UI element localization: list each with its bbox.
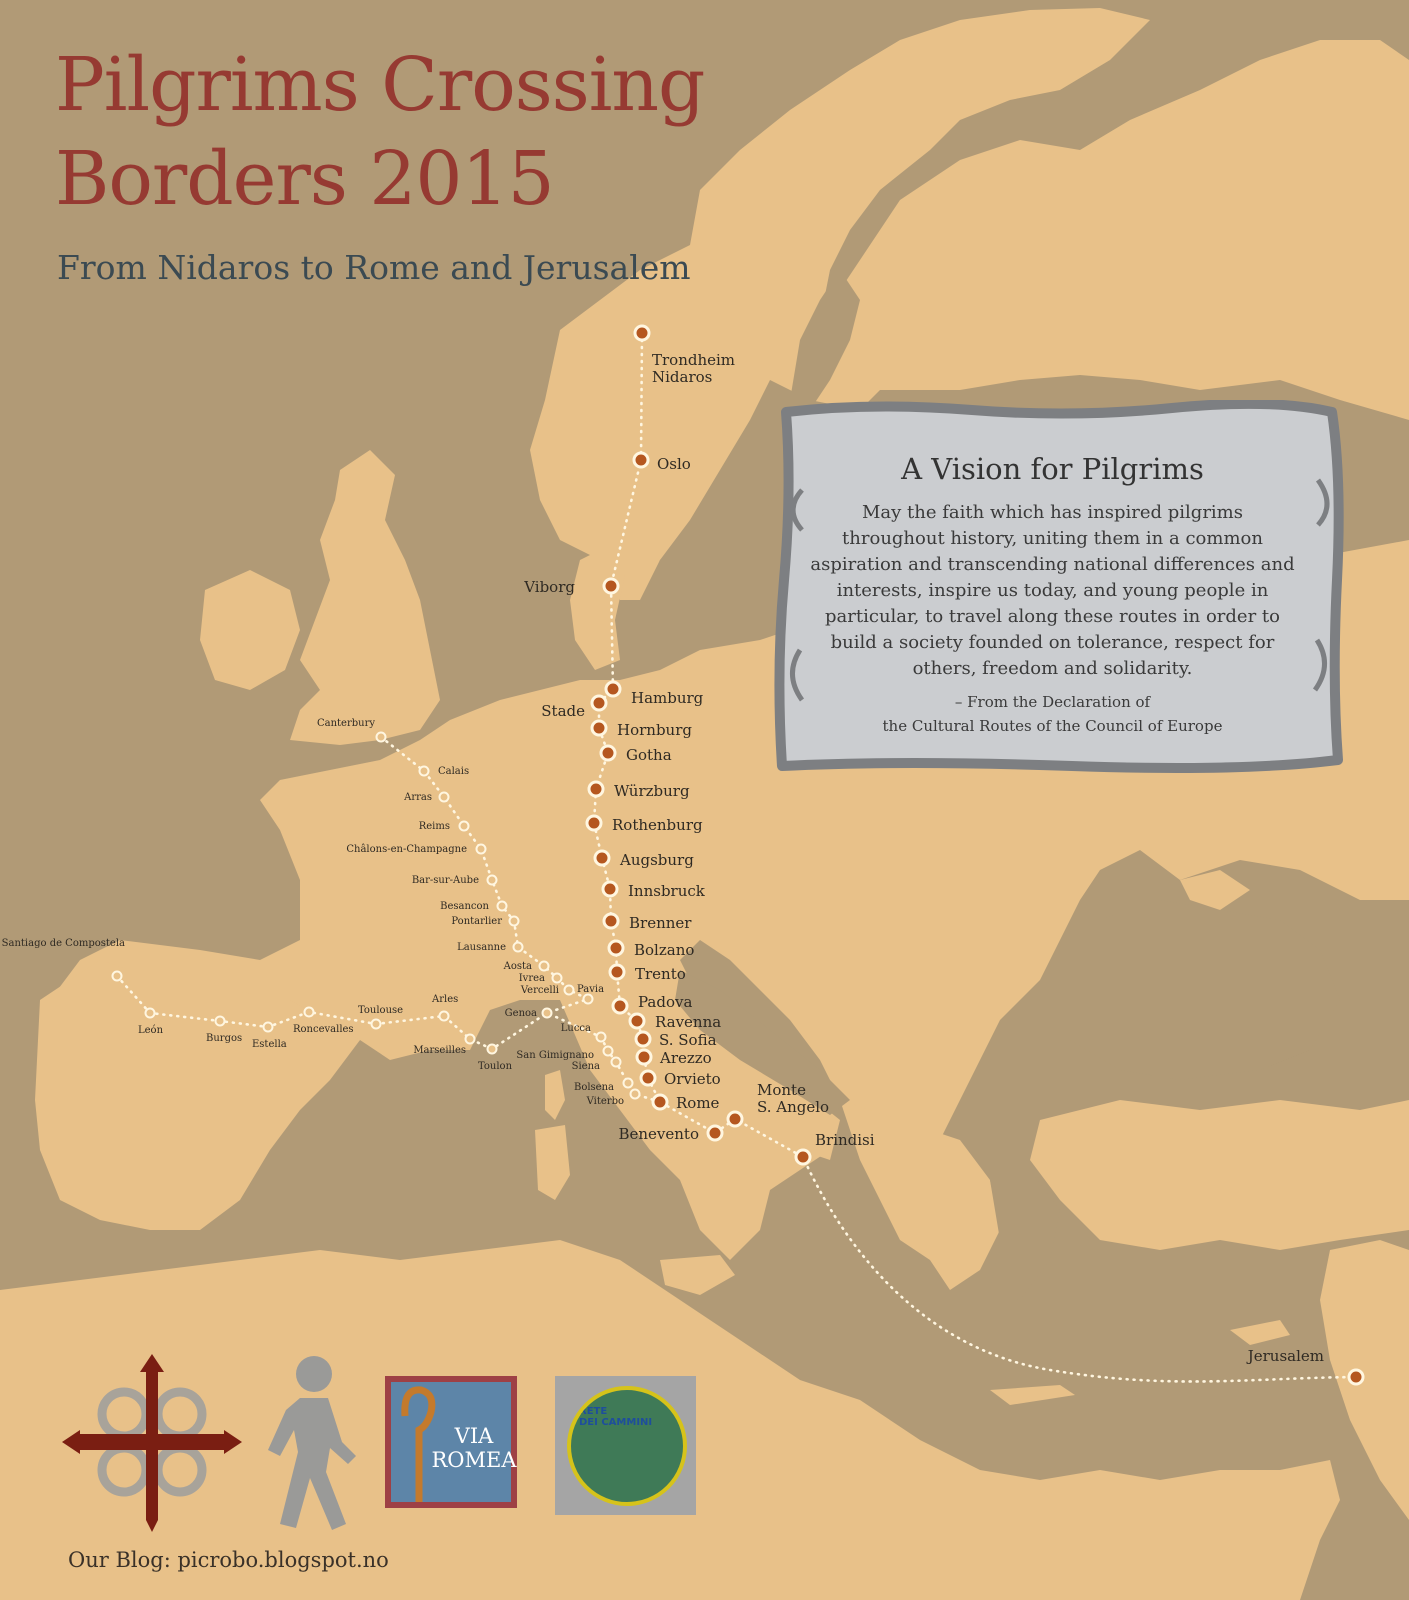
stop-label-calais: Calais: [438, 766, 470, 777]
rete-badge: [567, 1386, 687, 1506]
stop-label-arles: Arles: [432, 994, 459, 1005]
stop-label-rothenburg: Rothenburg: [612, 816, 703, 834]
stop-marker-vercelli: [565, 986, 574, 995]
stop-label-lausanne: Lausanne: [457, 942, 506, 953]
stop-label-arras: Arras: [404, 792, 432, 803]
stop-marker-trondheim: [635, 326, 649, 340]
stop-label-monte: Monte S. Angelo: [757, 1081, 830, 1116]
stop-marker-roncevalles: [305, 1008, 314, 1017]
walking-pilgrim-icon: [252, 1352, 362, 1532]
stop-label-pontarlier: Pontarlier: [451, 916, 502, 927]
stop-marker-hornburg: [592, 721, 606, 735]
stop-marker-rome: [653, 1095, 667, 1109]
attribution-line-1: – From the Declaration of: [954, 693, 1151, 711]
rete-text: [579, 1406, 679, 1428]
blog-link[interactable]: Our Blog: picrobo.blogspot.no: [68, 1548, 389, 1572]
stop-marker-augsburg: [595, 851, 609, 865]
stop-marker-stade: [592, 696, 606, 710]
stop-label-padova: Padova: [638, 993, 693, 1011]
stop-label-hamburg: Hamburg: [631, 689, 704, 707]
stop-marker-santiago: [113, 972, 122, 981]
stop-label-lucca: Lucca: [560, 1023, 591, 1034]
stop-marker-hamburg: [606, 682, 620, 696]
stop-marker-lucca: [597, 1033, 606, 1042]
vision-heading: A Vision for Pilgrims: [901, 452, 1204, 486]
stop-label-ravenna: Ravenna: [655, 1013, 722, 1031]
stop-label-augsburg: Augsburg: [620, 851, 694, 869]
stop-marker-pontarlier: [510, 917, 519, 926]
stop-label-pavia: Pavia: [577, 984, 605, 995]
stop-marker-padova: [613, 999, 627, 1013]
stop-marker-innsbruck: [603, 882, 617, 896]
stop-label-viborg: Viborg: [524, 578, 575, 596]
stop-marker-calais: [420, 767, 429, 776]
vision-textbox: [790, 408, 1315, 758]
stop-label-ssofia: S. Sofia: [659, 1031, 717, 1049]
stop-marker-chalons: [477, 845, 486, 854]
stop-marker-brindisi: [796, 1150, 810, 1164]
stop-label-arezzo: Arezzo: [660, 1049, 712, 1067]
stop-label-chalons: Châlons-en-Champagne: [346, 844, 467, 855]
poster-title: [55, 38, 704, 226]
stop-marker-brenner: [604, 914, 618, 928]
rete-line-2: DEI CAMMINI: [579, 1417, 653, 1428]
stop-label-santiago: Santiago de Compostela: [1, 938, 125, 949]
stop-marker-canterbury: [377, 733, 386, 742]
stop-marker-lausanne: [514, 943, 523, 952]
stop-label-trondheim: Trondheim Nidaros: [652, 351, 736, 386]
stop-label-hornburg: Hornburg: [617, 721, 692, 739]
stop-marker-estella: [264, 1023, 273, 1032]
stop-label-bolzano: Bolzano: [634, 941, 695, 959]
stop-label-benevento: Benevento: [618, 1125, 699, 1143]
stop-label-trento: Trento: [635, 965, 686, 983]
via-romea-line-1: VIA: [454, 1424, 494, 1448]
stop-marker-viterbo: [631, 1090, 640, 1099]
attribution-line-2: the Cultural Routes of the Council of Europe: [882, 717, 1223, 735]
stop-label-vercelli: Vercelli: [520, 985, 559, 996]
stop-label-oslo: Oslo: [657, 455, 691, 473]
stop-marker-barsuraube: [488, 876, 497, 885]
stop-label-leon: León: [138, 1025, 164, 1036]
stop-label-stade: Stade: [541, 702, 585, 720]
stop-marker-sangimignano: [604, 1047, 613, 1056]
stop-label-innsbruck: Innsbruck: [628, 882, 705, 900]
stop-label-toulon: Toulon: [478, 1061, 513, 1072]
stop-marker-besancon: [498, 902, 507, 911]
title-line-1: Pilgrims Crossing: [55, 42, 705, 128]
stop-marker-trento: [610, 965, 624, 979]
stop-label-brenner: Brenner: [629, 914, 692, 932]
stop-marker-ravenna: [630, 1014, 644, 1028]
stop-label-barsuraube: Bar-sur-Aube: [411, 875, 479, 886]
stop-label-marseilles: Marseilles: [413, 1045, 466, 1056]
via-romea-line-2: ROMEA: [431, 1448, 517, 1472]
stop-label-besancon: Besancon: [440, 901, 489, 912]
stop-marker-jerusalem: [1349, 1370, 1363, 1384]
stop-marker-arles: [440, 1012, 449, 1021]
stop-marker-oslo: [634, 453, 648, 467]
stop-label-jerusalem: Jerusalem: [1247, 1347, 1324, 1365]
stop-marker-arras: [440, 793, 449, 802]
stop-label-siena: Siena: [571, 1061, 600, 1072]
stop-marker-wurzburg: [589, 782, 603, 796]
stop-marker-reims: [460, 822, 469, 831]
stop-marker-monte: [728, 1112, 742, 1126]
stop-marker-bolzano: [609, 941, 623, 955]
pilgrim-cross-icon: [62, 1354, 242, 1534]
stop-marker-rothenburg: [587, 816, 601, 830]
stop-marker-ivrea: [553, 974, 562, 983]
stop-label-viterbo: Viterbo: [586, 1096, 624, 1107]
stop-marker-arezzo: [637, 1050, 651, 1064]
vision-attribution: [808, 690, 1297, 738]
stop-marker-leon: [146, 1009, 155, 1018]
stop-marker-orvieto: [641, 1071, 655, 1085]
stop-label-bolsena: Bolsena: [573, 1082, 614, 1093]
stop-marker-ssofia: [636, 1032, 650, 1046]
stop-label-genoa: Genoa: [504, 1008, 537, 1019]
stop-label-estella: Estella: [252, 1039, 287, 1050]
stop-label-burgos: Burgos: [206, 1033, 243, 1044]
poster-subtitle: From Nidaros to Rome and Jerusalem: [57, 248, 691, 287]
stop-marker-pavia: [584, 995, 593, 1004]
stop-marker-marseilles: [466, 1035, 475, 1044]
stop-label-orvieto: Orvieto: [664, 1070, 721, 1088]
stop-marker-aosta: [540, 962, 549, 971]
stop-label-toulouse: Toulouse: [358, 1005, 404, 1016]
stop-label-brindisi: Brindisi: [815, 1131, 875, 1149]
vision-body: May the faith which has inspired pilgrims throughout history, uniting them in a common aspiration and transcending national differences and interests, inspire us today, and young people in particular, to travel along these routes in order to build a society founded on tolerance, respect for others, freedom and solidarity.: [810, 502, 1295, 679]
stop-label-rome: Rome: [676, 1094, 720, 1112]
stop-label-reims: Reims: [418, 821, 450, 832]
stop-label-canterbury: Canterbury: [316, 718, 375, 729]
stop-label-aosta: Aosta: [503, 961, 532, 972]
title-line-2: Borders 2015: [55, 136, 554, 222]
via-romea-text: [429, 1424, 519, 1472]
stop-marker-siena: [612, 1058, 621, 1067]
stop-marker-toulouse: [372, 1020, 381, 1029]
stop-label-gotha: Gotha: [626, 746, 672, 764]
stop-marker-viborg: [604, 579, 618, 593]
via-romea-logo: [385, 1376, 517, 1508]
stop-marker-burgos: [216, 1017, 225, 1026]
stop-marker-benevento: [708, 1126, 722, 1140]
stop-marker-toulon: [488, 1045, 497, 1054]
rete-dei-cammini-logo: [555, 1376, 696, 1515]
stop-label-ivrea: Ivrea: [518, 973, 545, 984]
rete-line-1: RETE: [579, 1406, 608, 1417]
stop-label-sangimignano: San Gimignano: [516, 1050, 594, 1061]
stop-marker-gotha: [601, 746, 615, 760]
stop-label-roncevalles: Roncevalles: [293, 1024, 354, 1035]
stop-label-wurzburg: Würzburg: [614, 782, 690, 800]
stop-marker-bolsena: [624, 1079, 633, 1088]
stop-marker-genoa: [543, 1009, 552, 1018]
